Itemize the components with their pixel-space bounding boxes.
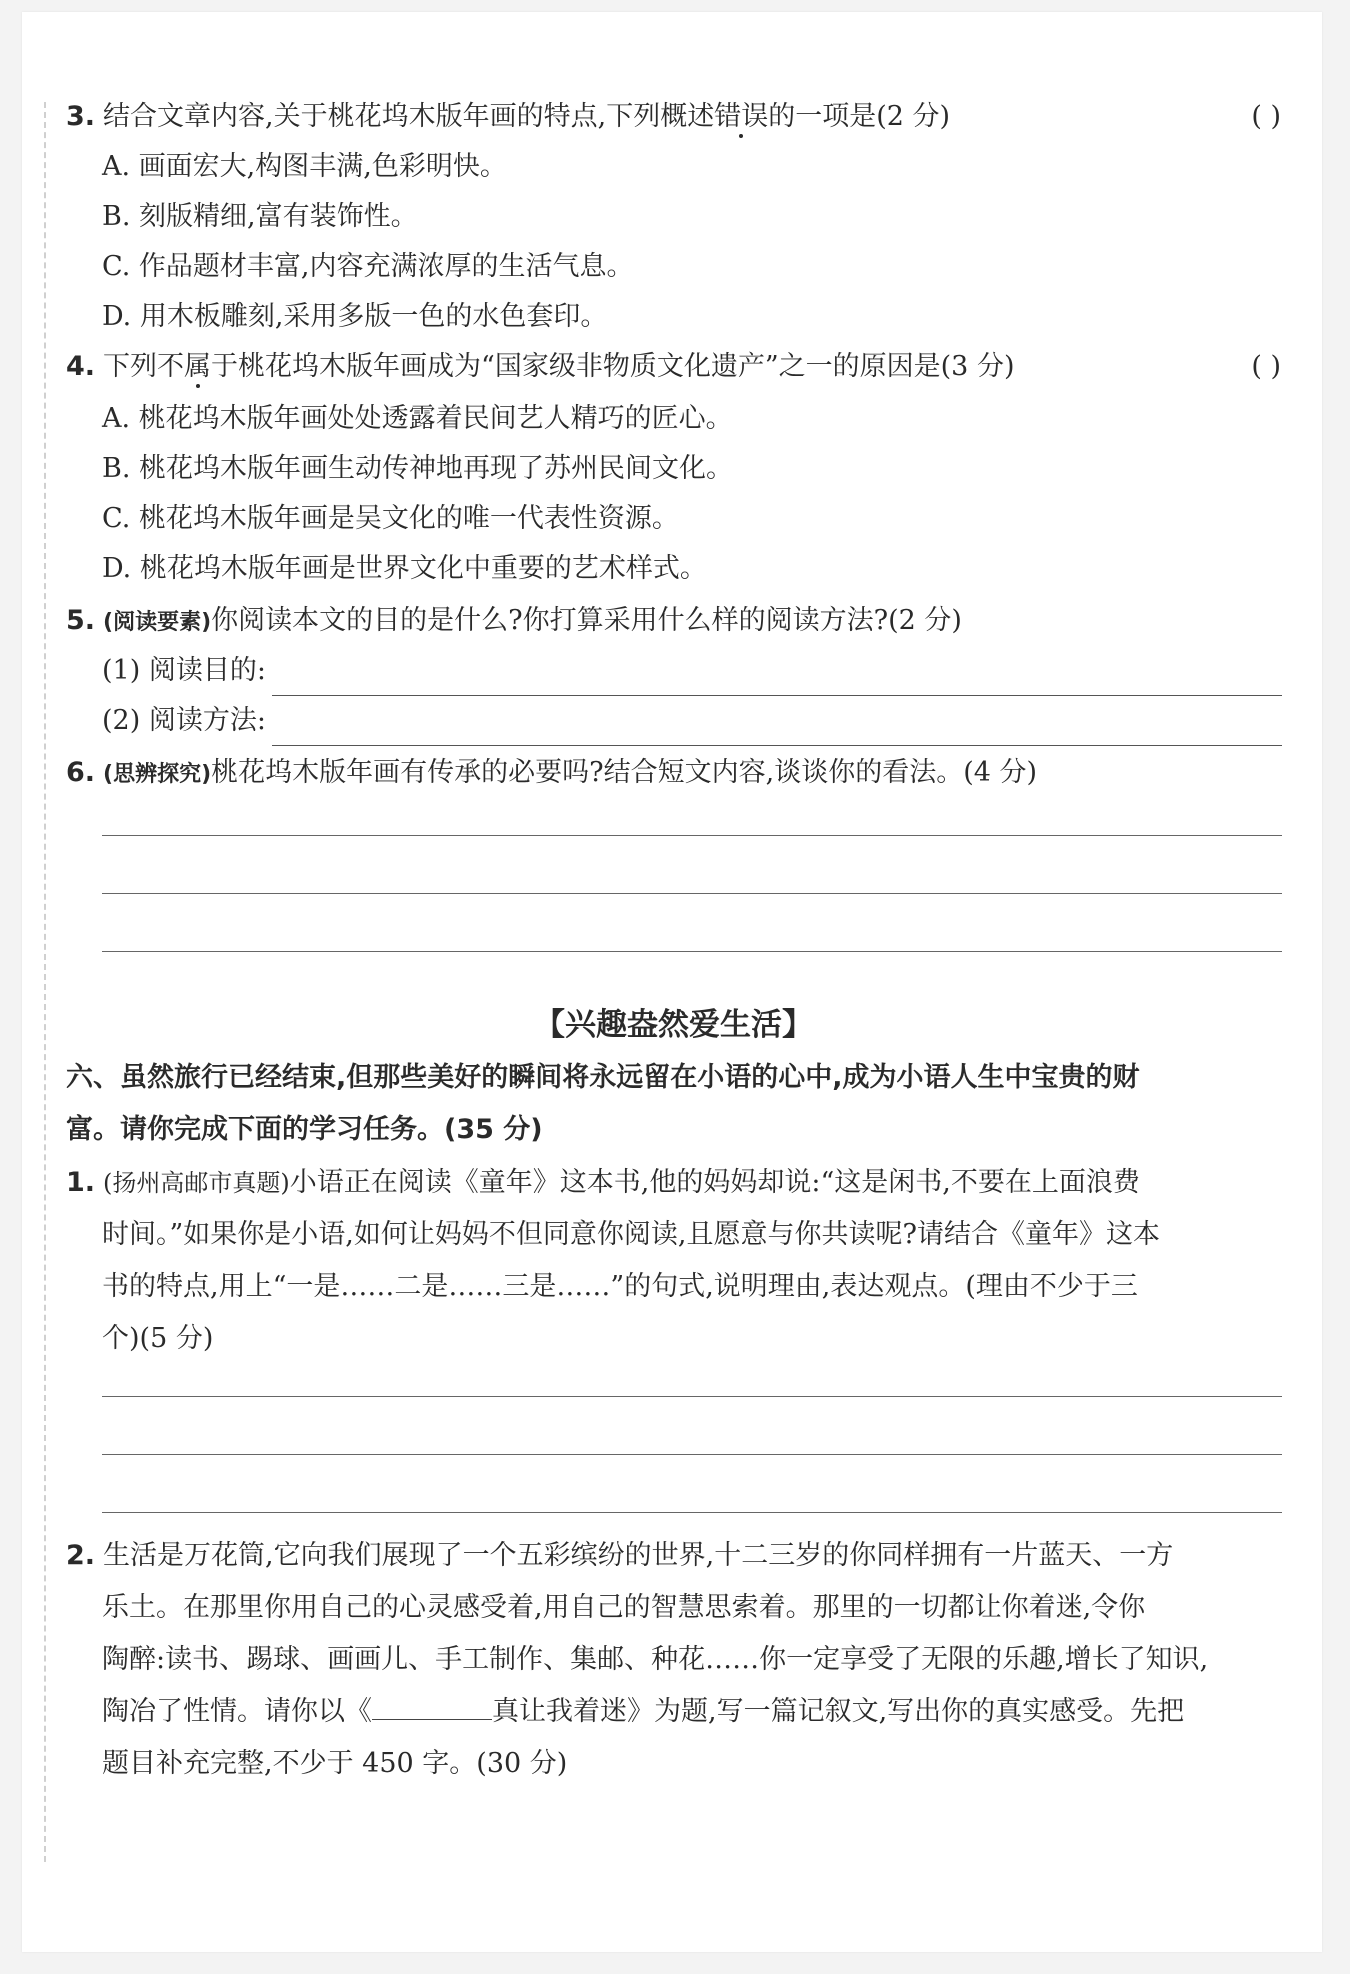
task-text: 个)(5 分) [102, 1323, 214, 1354]
answer-line[interactable] [102, 1512, 1282, 1513]
question-tag: (思辨探究) [103, 762, 212, 787]
task-number: 2. [66, 1540, 96, 1571]
answer-label: (1) 阅读目的: [102, 655, 266, 686]
option-c[interactable]: C. 作品题材丰富,内容充满浓厚的生活气息。 [102, 251, 634, 282]
question-number: 6. [66, 757, 96, 788]
question-number: 3. [66, 101, 96, 132]
binding-margin-line [44, 102, 46, 1862]
option-d[interactable]: D. 桃花坞木版年画是世界文化中重要的艺术样式。 [102, 553, 707, 584]
question-4 [66, 342, 1281, 392]
answer-bracket[interactable]: ( ) [1251, 101, 1281, 132]
answer-line[interactable] [102, 1454, 1282, 1455]
answer-bracket[interactable]: ( ) [1251, 351, 1281, 382]
task-text: 书的特点,用上“一是……二是……三是……”的句式,说明理由,表达观点。(理由不少于三 [102, 1271, 1138, 1302]
task-text: 小语正在阅读《童年》这本书,他的妈妈却说:“这是闲书,不要在上面浪费 [289, 1167, 1140, 1198]
option-b[interactable]: B. 桃花坞木版年画生动传神地再现了苏州民间文化。 [102, 453, 734, 484]
answer-row-purpose [102, 646, 1282, 696]
option-d[interactable]: D. 用木板雕刻,采用多版一色的水色套印。 [102, 301, 608, 332]
question-3 [66, 92, 1281, 142]
answer-line[interactable] [102, 951, 1282, 952]
answer-row-method [102, 696, 1282, 746]
question-stem-end: 的一项是(2 分) [768, 101, 951, 132]
option-a[interactable]: A. 画面宏大,构图丰满,色彩明快。 [102, 151, 507, 182]
question-6 [66, 748, 1037, 800]
answer-blank[interactable] [272, 665, 1282, 696]
task-text: 真让我着迷》为题,写一篇记叙文,写出你的真实感受。先把 [492, 1696, 1185, 1727]
emphasis-word: 不属于 [157, 351, 239, 382]
answer-line[interactable] [102, 835, 1282, 836]
task-text: 陶醉:读书、踢球、画画儿、手工制作、集邮、种花……你一定享受了无限的乐趣,增长了知识, [102, 1644, 1209, 1675]
option-a[interactable]: A. 桃花坞木版年画处处透露着民间艺人精巧的匠心。 [102, 403, 733, 434]
task-text: 生活是万花筒,它向我们展现了一个五彩缤纷的世界,十二三岁的你同样拥有一片蓝天、一方 [103, 1540, 1174, 1571]
task-text: 陶冶了性情。请你以《 [102, 1696, 372, 1727]
option-b[interactable]: B. 刻版精细,富有装饰性。 [102, 201, 418, 232]
title-blank[interactable] [372, 1691, 492, 1720]
task-2-body [102, 1582, 1282, 1790]
question-number: 4. [66, 351, 96, 382]
task-text: 时间。”如果你是小语,如何让妈妈不但同意你阅读,且愿意与你共读呢?请结合《童年》这本 [102, 1219, 1160, 1250]
task-source-tag: (扬州高邮市真题) [103, 1169, 290, 1197]
question-stem-end: 桃花坞木版年画成为“国家级非物质文化遗产”之一的原因是(3 分) [238, 351, 1015, 382]
task-2 [66, 1530, 1281, 1582]
emphasis-word: 错误 [714, 101, 769, 132]
section-intro-line: 六、虽然旅行已经结束,但那些美好的瞬间将永远留在小语的心中,成为小语人生中宝贵的财 [66, 1062, 1140, 1093]
task-text: 乐土。在那里你用自己的心灵感受着,用自己的智慧思索着。那里的一切都让你着迷,令你 [102, 1592, 1146, 1623]
question-stem: 你阅读本文的目的是什么?你打算采用什么样的阅读方法?(2 分) [211, 605, 962, 636]
option-c[interactable]: C. 桃花坞木版年画是吴文化的唯一代表性资源。 [102, 503, 679, 534]
task-text: 题目补充完整,不少于 450 字。(30 分) [102, 1748, 568, 1779]
question-stem: 下列 [103, 351, 158, 382]
section-intro [66, 1052, 1281, 1156]
answer-line[interactable] [102, 893, 1282, 894]
section-intro-line: 富。请你完成下面的学习任务。(35 分) [66, 1114, 543, 1145]
question-tag: (阅读要素) [103, 610, 212, 635]
answer-line[interactable] [102, 1396, 1282, 1397]
task-1 [66, 1157, 1281, 1209]
section-title: 【兴趣盎然爱生活】 [534, 1007, 813, 1043]
answer-blank[interactable] [272, 715, 1282, 746]
worksheet-page [22, 12, 1322, 1952]
answer-label: (2) 阅读方法: [102, 705, 266, 736]
task-number: 1. [66, 1167, 96, 1198]
question-5 [66, 596, 962, 648]
task-1-body [102, 1209, 1282, 1365]
question-number: 5. [66, 605, 96, 636]
question-stem: 桃花坞木版年画有传承的必要吗?结合短文内容,谈谈你的看法。(4 分) [211, 757, 1038, 788]
question-stem: 结合文章内容,关于桃花坞木版年画的特点,下列概述 [103, 101, 715, 132]
